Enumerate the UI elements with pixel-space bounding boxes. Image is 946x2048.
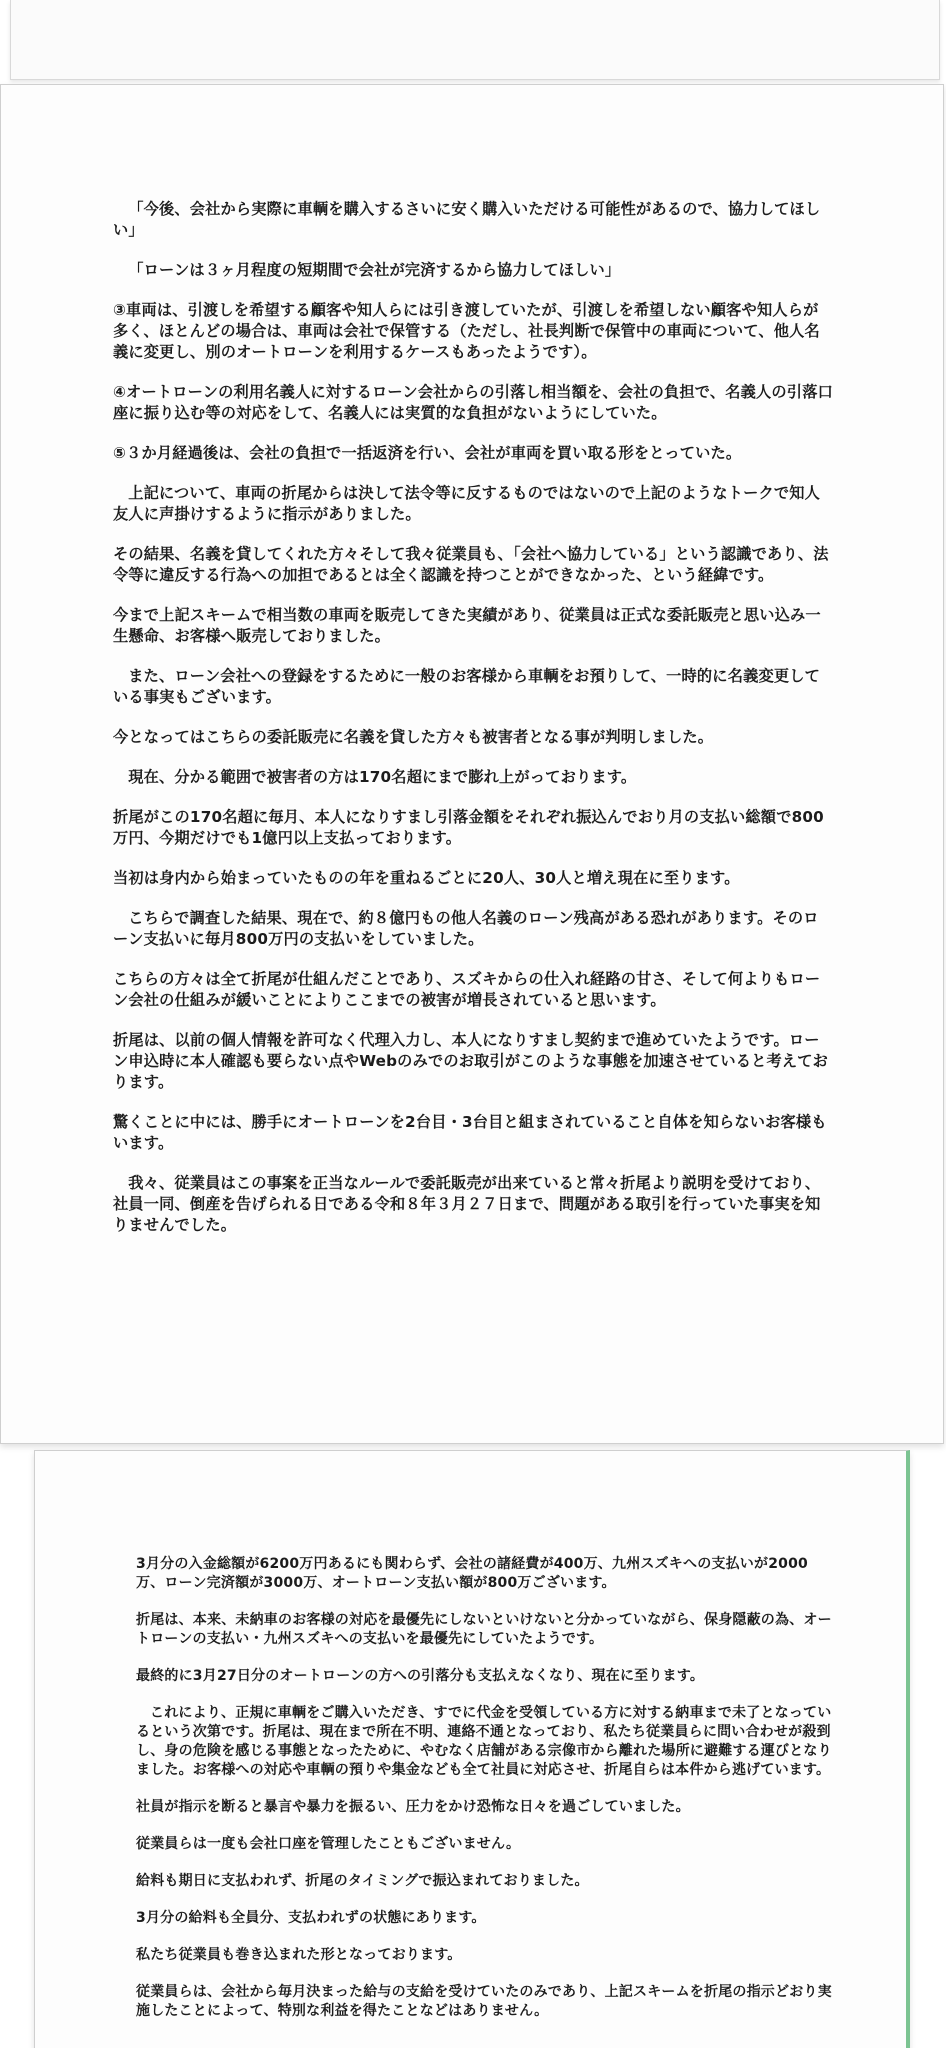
quote-paragraph-2: 「ローンは３ヶ月程度の短期間で会社が完済するから協力してほしい」 <box>128 261 621 279</box>
delivery-paragraph: これにより、正規に車輌をご購入いただき、すでに代金を受領している方に対する納車まで未了となっているという次第です。折尾は、現在まで所在不明、連絡不通となっており、私たち従業員らに問い合わせが殺到し、身の危険を感じる事態となったために、やむなく店舗がある宗像市から離れた場所に避難する運びとなりました。お客様への対応や車輌の預りや集金なども全て社員に対応させ、折尾自らは本件から逃げています。 <box>136 1705 832 1778</box>
loan-balance-paragraph: こちらで調査した結果、現在で、約８億円もの他人名義のローン残高がある恐れがあります。そのローン支払いに毎月800万円の支払いをしていました。 <box>113 909 819 948</box>
no-benefit-paragraph: 従業員らは、会社から毎月決まった給与の支給を受けていたのみであり、上記スキームを折尾の指示どおり実施したことによって、特別な利益を得たことなどはありません。 <box>136 1984 832 2019</box>
track-record-paragraph: 今まで上記スキームで相当数の車両を販売してきた実績があり、従業員は正式な委託販売と思い込み一生懸命、お客様へ販売しておりました。 <box>113 606 821 645</box>
abuse-paragraph: 社員が指示を断ると暴言や暴力を振るい、圧力をかけ恐怖な日々を過ごしていました。 <box>136 1799 690 1815</box>
item-3-paragraph: ③車両は、引渡しを希望する顧客や知人らには引き渡していたが、引渡しを希望しない顧客や知人らが多く、ほとんどの場合は、車両は会社で保管する（ただし、社長判断で保管中の車両について、他人名義に変更し、別のオートローンを利用するケースもあったようです）。 <box>113 301 820 361</box>
cause-paragraph: こちらの方々は全て折尾が仕組んだことであり、スズキからの仕入れ経路の甘さ、そして何よりもローン会社の仕組みが緩いことによりここまでの被害が増長されていると思います。 <box>113 970 821 1009</box>
account-paragraph: 従業員らは一度も会社口座を管理したこともございません。 <box>136 1836 521 1852</box>
document-page-1 <box>0 84 944 1444</box>
quote-paragraph-1: 「今後、会社から実際に車輌を購入するさいに安く購入いただける可能性があるので、協力してほしい」 <box>113 200 821 239</box>
name-change-paragraph: また、ローン会社への登録をするために一般のお客様から車輌をお預りして、一時的に名義変更している事実もございます。 <box>113 667 821 706</box>
employees-paragraph: 我々、従業員はこの事案を正当なルールで委託販売が出来ていると常々折尾より説明を受けており、社員一同、倒産を告げられる日である令和８年３月２７日まで、問題がある取引を行っていた事実を知りませんでした。 <box>113 1174 821 1234</box>
march-income-paragraph: 3月分の入金総額が6200万円あるにも関わらず、会社の諸経費が400万、九州スズキへの支払いが2000万、ローン完済額が3000万、オートローン支払い額が800万ございます。 <box>136 1556 808 1591</box>
march-salary-paragraph: 3月分の給料も全員分、支払われずの状態にあります。 <box>136 1910 486 1926</box>
growth-paragraph: 当初は身内から始まっていたものの年を重ねるごとに20人、30人と増え現在に至ります。 <box>113 869 740 887</box>
involved-paragraph: 私たち従業員も巻き込まれた形となっております。 <box>136 1947 462 1963</box>
final-debit-paragraph: 最終的に3月27日分のオートローンの方への引落分も支払えなくなり、現在に至ります。 <box>136 1668 705 1684</box>
victims-paragraph: 今となってはこちらの委託販売に名義を貸した方々も被害者となる事が判明しました。 <box>113 728 714 746</box>
priority-paragraph: 折尾は、本来、未納車のお客様の対応を最優先にしないといけないと分かっていながら、保身隠蔽の為、オートローンの支払い・九州スズキへの支払いを最優先にしていたようです。 <box>136 1612 832 1647</box>
document-page-2 <box>34 1450 910 2048</box>
instruction-paragraph: 上記について、車両の折尾からは決して法令等に反するものではないので上記のようなトークで知人友人に声掛けするように指示がありました。 <box>113 484 821 523</box>
impersonation-paragraph: 折尾は、以前の個人情報を許可なく代理入力し、本人になりすまし契約まで進めていたようです。ローン申込時に本人確認も要らない点やWebのみでのお取引がこのような事態を加速させていると考えております。 <box>113 1031 829 1091</box>
victim-count-paragraph: 現在、分かる範囲で被害者の方は170名超にまで膨れ上がっております。 <box>128 768 637 786</box>
item-4-paragraph: ④オートローンの利用名義人に対するローン会社からの引落し相当額を、会社の負担で、名義人の引落口座に振り込む等の対応をして、名義人には実質的な負担がないようにしていた。 <box>113 383 833 422</box>
previous-page-edge <box>10 0 940 80</box>
item-5-paragraph: ⑤３か月経過後は、会社の負担で一括返済を行い、会社が車両を買い取る形をとっていた。 <box>113 444 742 462</box>
unaware-customers-paragraph: 驚くことに中には、勝手にオートローンを2台目・3台目と組まされていること自体を知らないお客様もいます。 <box>113 1113 827 1152</box>
salary-timing-paragraph: 給料も期日に支払われず、折尾のタイミングで振込まれておりました。 <box>136 1873 589 1889</box>
page-2-body <box>136 1555 836 2039</box>
monthly-payment-paragraph: 折尾がこの170名超に毎月、本人になりすまし引落金額をそれぞれ振込んでおり月の支払い総額で800万円、今期だけでも1億円以上支払っております。 <box>113 808 824 847</box>
result-paragraph: その結果、名義を貸してくれた方々そして我々従業員も、「会社へ協力している」という認識であり、法令等に違反する行為への加担であるとは全く認識を持つことができなかった、という経緯です。 <box>113 545 829 584</box>
page-1-body <box>113 199 833 1255</box>
